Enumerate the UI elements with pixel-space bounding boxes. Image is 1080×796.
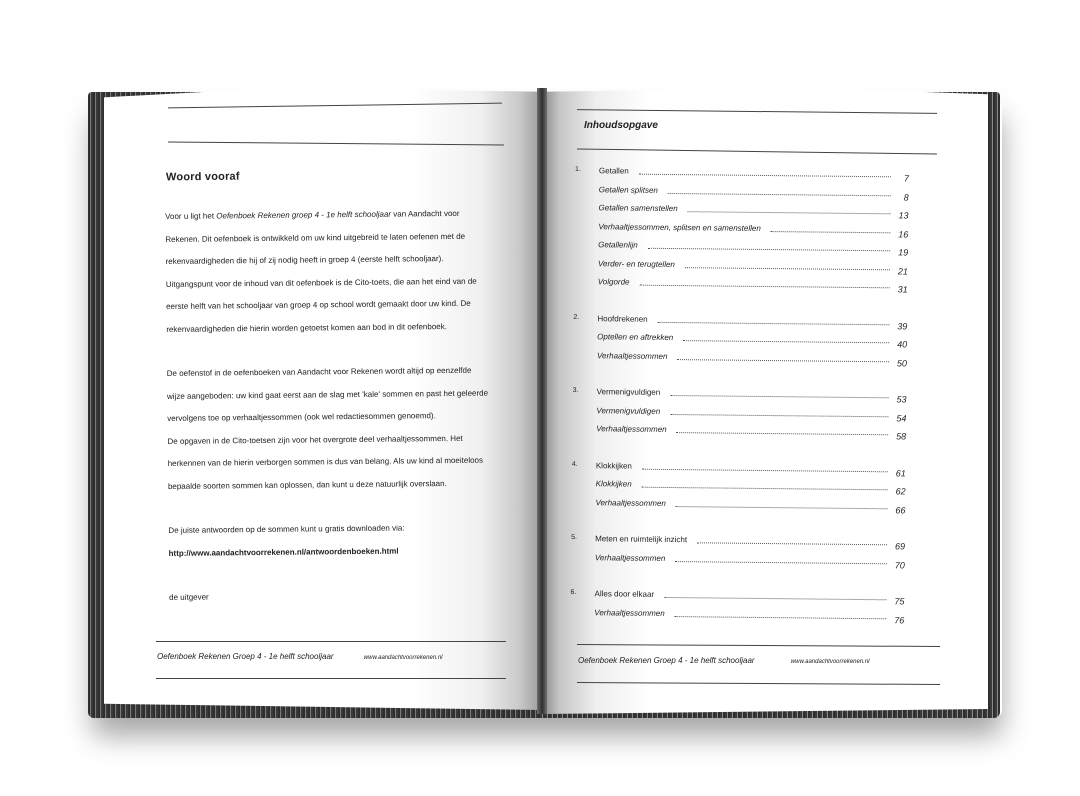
page-title: Woord vooraf <box>165 170 240 184</box>
toc-label: Getallen <box>598 166 629 176</box>
toc-item-row <box>572 424 906 446</box>
toc-page-number: 21 <box>897 265 908 276</box>
toc-page-number: 61 <box>895 467 906 478</box>
toc-label: Verhaaltjessommen <box>596 424 667 434</box>
toc-label: Alles door elkaar <box>594 589 655 599</box>
toc-page-number: 76 <box>894 614 905 625</box>
toc-item-row <box>574 277 908 299</box>
toc-label: Vermenigvuldigen <box>596 387 661 397</box>
toc-section-number: 3. <box>572 386 579 395</box>
toc-label: Hoofdrekenen <box>597 313 648 324</box>
toc-label: Getallen samenstellen <box>598 203 678 214</box>
paragraph-line: bepaalde soorten sommen kan oplossen, dan kunt u deze natuurlijk overslaan. <box>167 478 447 491</box>
toc-label: Verhaaltjessommen, splitsen en samenstellen <box>598 221 761 233</box>
toc-leader-dots <box>670 414 888 417</box>
toc-leader-dots <box>770 231 890 233</box>
download-link[interactable]: http://www.aandachtvoorrekenen.nl/antwoordenboeken.html <box>168 546 399 558</box>
toc-page-number: 54 <box>896 412 907 423</box>
toc-page-number: 7 <box>903 173 909 184</box>
paragraph-line: rekenvaardigheden die hierin worden getoetst komen aan bod in dit oefenboek. <box>166 321 447 334</box>
toc-leader-dots <box>664 597 886 600</box>
toc-page-number: 62 <box>895 486 906 497</box>
toc-leader-dots <box>676 432 888 435</box>
paragraph-line: rekenvaardigheden die hij of zij nodig heeft in groep 4 (eerste helft schooljaar). <box>165 254 444 266</box>
toc-leader-dots <box>671 395 889 398</box>
toc-item-row <box>573 350 907 372</box>
toc-leader-dots <box>697 542 887 545</box>
toc-label: Verhaaltjessommen <box>595 497 666 508</box>
toc-page-number: 19 <box>898 247 909 258</box>
toc-item-row <box>571 497 905 519</box>
toc-label: Vermenigvuldigen <box>596 405 661 416</box>
toc-section-number: 6. <box>570 588 577 597</box>
footer-site: www.aandachtvoorrekenen.nl <box>363 655 443 661</box>
toc-leader-dots <box>685 267 890 270</box>
paragraph-line: De oefenstof in de oefenboeken van Aandacht voor Rekenen wordt altijd op eenzelfde <box>166 365 472 378</box>
left-footer-rule-top <box>156 641 506 642</box>
toc-label: Optellen en aftrekken <box>597 332 674 343</box>
toc-label: Getallenlijn <box>598 240 638 250</box>
paragraph-line: De juiste antwoorden op de sommen kunt u gratis downloaden via: <box>168 523 405 535</box>
toc-page-number: 8 <box>903 191 909 202</box>
toc-label: Verhaaltjessommen <box>596 350 668 361</box>
toc-label: Klokkijken <box>595 479 632 489</box>
toc-leader-dots <box>648 248 890 252</box>
toc-leader-dots <box>677 359 889 362</box>
toc-page-number: 39 <box>897 320 908 331</box>
toc-section-number: 5. <box>571 533 577 542</box>
toc-leader-dots <box>675 506 887 509</box>
footer-title: Oefenboek Rekenen Groep 4 - 1e helft schooljaar <box>157 652 334 661</box>
toc-page-number: 16 <box>898 228 909 239</box>
toc-leader-dots <box>642 468 888 472</box>
toc-leader-dots <box>639 174 891 178</box>
paragraph-line: wijze aangeboden: uw kind gaat eerst aan de slag met 'kale' sommen en past het geleerde <box>166 388 489 401</box>
toc-page-number: 40 <box>897 339 908 350</box>
footer-site: www.aandachtvoorrekenen.nl <box>790 659 870 665</box>
left-footer-rule-bottom <box>156 678 506 679</box>
toc-leader-dots <box>674 616 886 619</box>
toc-leader-dots <box>688 211 891 214</box>
toc-page-number: 31 <box>897 284 908 295</box>
toc-leader-dots <box>640 285 890 289</box>
toc-label: Verhaaltjessommen <box>594 552 666 563</box>
toc-leader-dots <box>657 321 889 324</box>
toc-page-number: 13 <box>898 210 909 221</box>
paragraph-line: vervolgens toe op verhaaltjessommen (ook wel redactiesommen genoemd). <box>167 411 436 423</box>
toc-item-row <box>570 607 904 629</box>
toc-page-number: 66 <box>895 504 906 515</box>
toc-page-number: 53 <box>896 394 907 405</box>
left-footer <box>157 652 443 661</box>
toc-label: Klokkijken <box>595 460 632 471</box>
toc-page-number: 69 <box>894 541 906 552</box>
toc-leader-dots <box>683 340 889 343</box>
toc-page-number: 50 <box>896 357 908 368</box>
toc-section-number: 1. <box>574 166 581 174</box>
toc-page-number: 58 <box>896 431 907 442</box>
paragraph-line: eerste helft van het schooljaar van groep 4 op school wordt gemaakt door uw kind. De <box>166 298 471 311</box>
paragraph-line: De opgaven in de Cito-toetsen zijn voor het overgrote deel verhaaltjessommen. Het <box>167 433 463 446</box>
toc-section-number: 2. <box>573 313 580 321</box>
intro-text <box>165 203 499 610</box>
toc-label: Verder- en terugtellen <box>597 258 675 269</box>
toc-leader-dots <box>675 561 887 564</box>
paragraph-line: Rekenen. Dit oefenboek is ontwikkeld om uw kind uitgebreid te laten oefenen met de <box>165 231 466 244</box>
toc-section-number: 4. <box>571 460 578 468</box>
toc-label: Verhaaltjessommen <box>594 607 665 618</box>
paragraph-line: Uitgangspunt voor de inhoud van dit oefenboek is de Cito-toets, die aan het eind van de <box>165 276 477 289</box>
table-of-contents <box>570 166 909 629</box>
toc-title: Inhoudsopgave <box>584 120 658 131</box>
signature: de uitgever <box>169 592 209 602</box>
toc-page-number: 75 <box>894 596 905 607</box>
toc-leader-dots <box>668 192 891 195</box>
paragraph-line: Voor u ligt het Oefenboek Rekenen groep 4 - 1e helft schooljaar van Aandacht voor <box>165 208 460 221</box>
toc-item-row <box>571 552 905 574</box>
paragraph-line: herkennen van de hierin verborgen sommen is dus van belang. Als uw kind al moeiteloos <box>167 455 484 468</box>
toc-page-number: 70 <box>894 559 905 570</box>
toc-leader-dots <box>642 487 888 491</box>
toc-label: Meten en ruimtelijk inzicht <box>595 534 688 545</box>
toc-label: Getallen splitsen <box>598 184 658 195</box>
toc-label: Volgorde <box>597 277 630 287</box>
book-spine <box>537 88 547 714</box>
footer-title: Oefenboek Rekenen Groep 4 - 1e helft schooljaar <box>578 656 755 665</box>
right-footer <box>578 656 870 665</box>
